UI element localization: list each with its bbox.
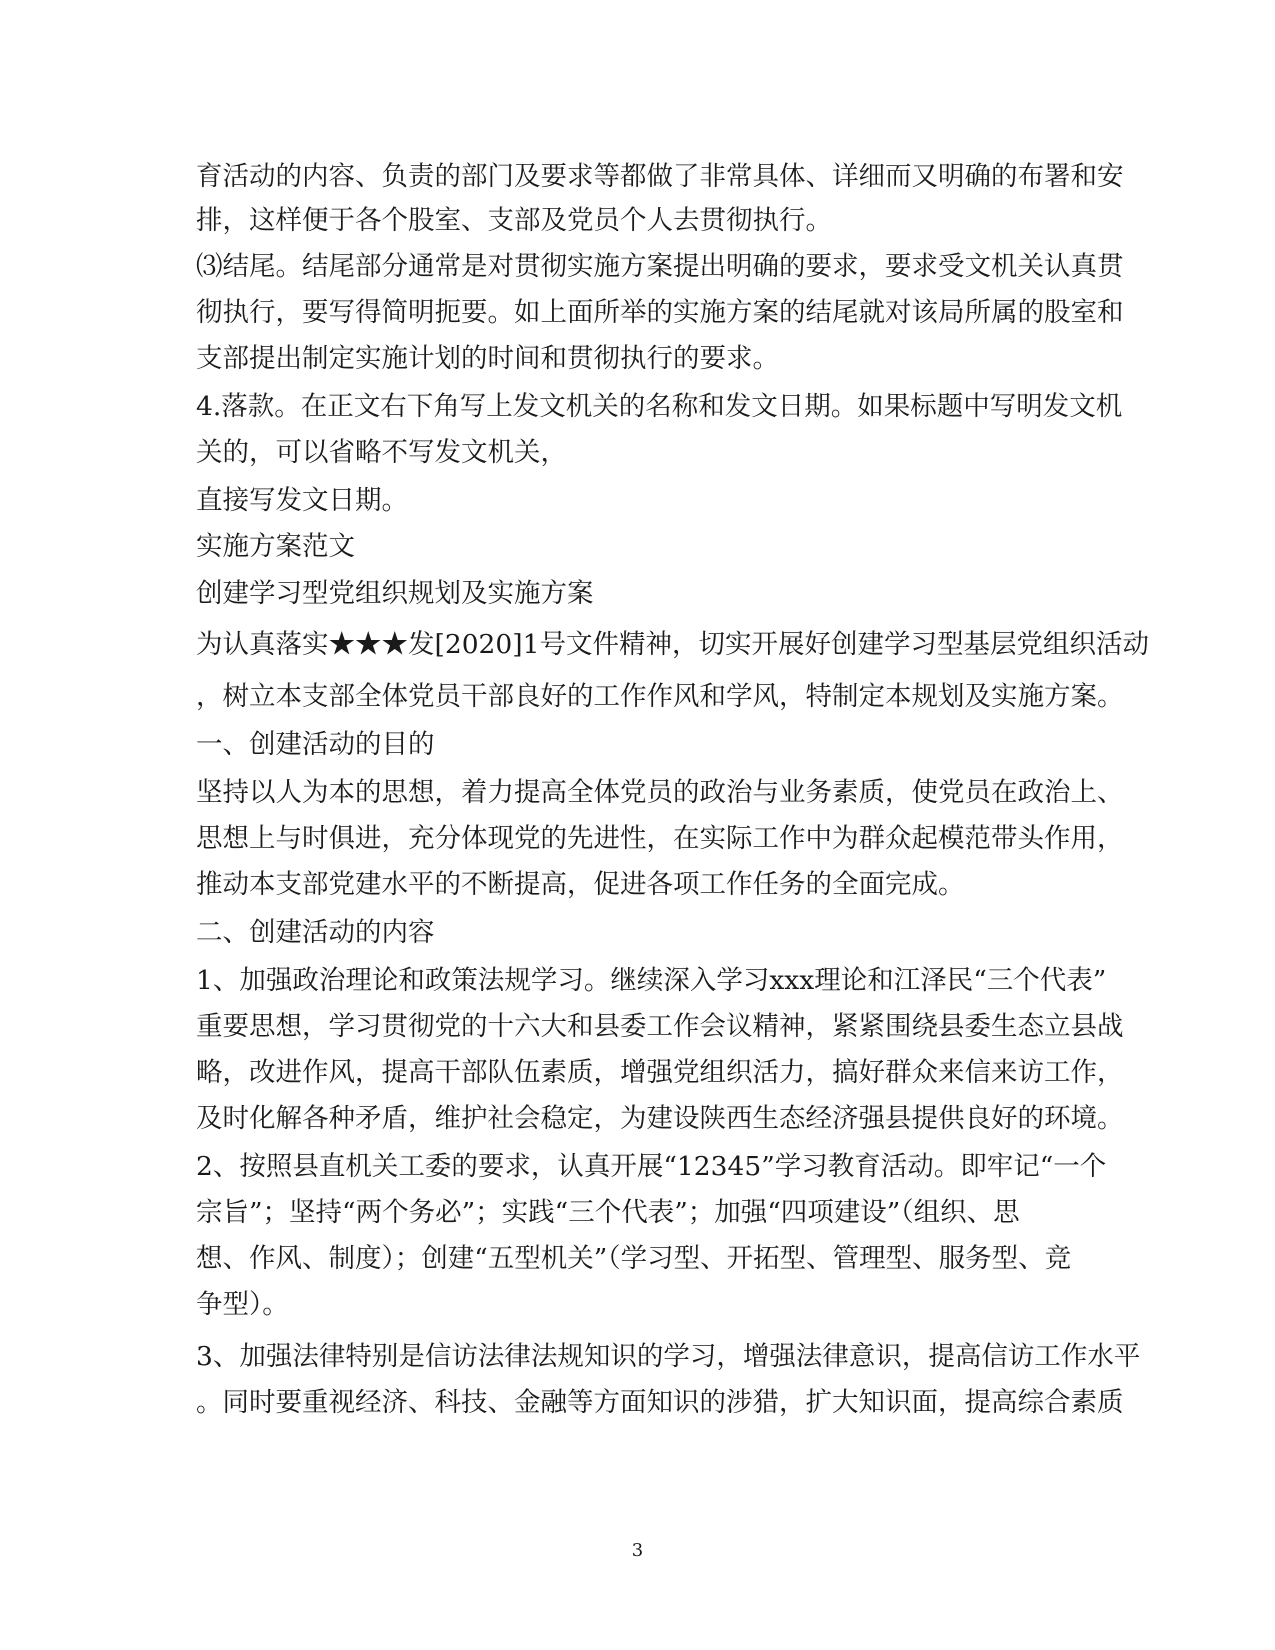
text-line: 宗旨”；坚持“两个务必”；实践“三个代表”；加强“四项建设”（组织、思 (196, 1197, 1020, 1228)
text-line: 4.落款。在正文右下角写上发文机关的名称和发文日期。如果标题中写明发文机 (196, 391, 1123, 422)
page-number: 3 (631, 1540, 644, 1561)
text-line: 及时化解各种矛盾，维护社会稳定，为建设陕西生态经济强县提供良好的环境。 (196, 1103, 1124, 1134)
text-line: 推动本支部党建水平的不断提高，促进各项工作任务的全面完成。 (196, 869, 965, 900)
text-line: 排，这样便于各个股室、支部及党员个人去贯彻执行。 (196, 205, 832, 236)
text-line: 争型）。 (196, 1289, 289, 1320)
text-line: 关的，可以省略不写发文机关， (196, 437, 567, 468)
text-line: 支部提出制定实施计划的时间和贯彻执行的要求。 (196, 343, 779, 374)
text-line: 重要思想，学习贯彻党的十六大和县委工作会议精神，紧紧围绕县委生态立县战 (196, 1011, 1124, 1042)
text-line: ，树立本支部全体党员干部良好的工作作风和学风，特制定本规划及实施方案。 (196, 681, 1124, 712)
text-line: 略，改进作风，提高干部队伍素质，增强党组织活力，搞好群众来信来访工作， (196, 1057, 1124, 1088)
text-line: 坚持以人为本的思想，着力提高全体党员的政治与业务素质，使党员在政治上、 (196, 777, 1124, 808)
heading: 二、创建活动的内容 (196, 917, 435, 948)
text-line: 直接写发文日期。 (196, 485, 408, 516)
text-line: 1、加强政治理论和政策法规学习。继续深入学习xxx理论和江泽民“三个代表” (196, 965, 1107, 996)
text-line: ⑶结尾。结尾部分通常是对贯彻实施方案提出明确的要求，要求受文机关认真贯 (196, 251, 1124, 282)
text-line: 彻执行，要写得简明扼要。如上面所举的实施方案的结尾就对该局所属的股室和 (196, 297, 1124, 328)
section-title: 实施方案范文 (196, 531, 355, 562)
text-line: 想、作风、制度）；创建“五型机关”（学习型、开拓型、管理型、服务型、竞 (196, 1243, 1072, 1274)
heading: 一、创建活动的目的 (196, 729, 435, 760)
text-line: 3、加强法律特别是信访法律法规知识的学习，增强法律意识，提高信访工作水平 (196, 1341, 1141, 1372)
text-line: 。同时要重视经济、科技、金融等方面知识的涉猎，扩大知识面，提高综合素质 (196, 1387, 1124, 1418)
text-line: 思想上与时俱进，充分体现党的先进性，在实际工作中为群众起模范带头作用， (196, 823, 1124, 854)
text-line: 育活动的内容、负责的部门及要求等都做了非常具体、详细而又明确的布署和安 (196, 161, 1124, 192)
document-title: 创建学习型党组织规划及实施方案 (196, 578, 594, 609)
text-line: 为认真落实★★★发[2020]1号文件精神，切实开展好创建学习型基层党组织活动 (196, 629, 1149, 660)
text-line: 2、按照县直机关工委的要求，认真开展“12345”学习教育活动。即牢记“一个 (196, 1151, 1107, 1182)
